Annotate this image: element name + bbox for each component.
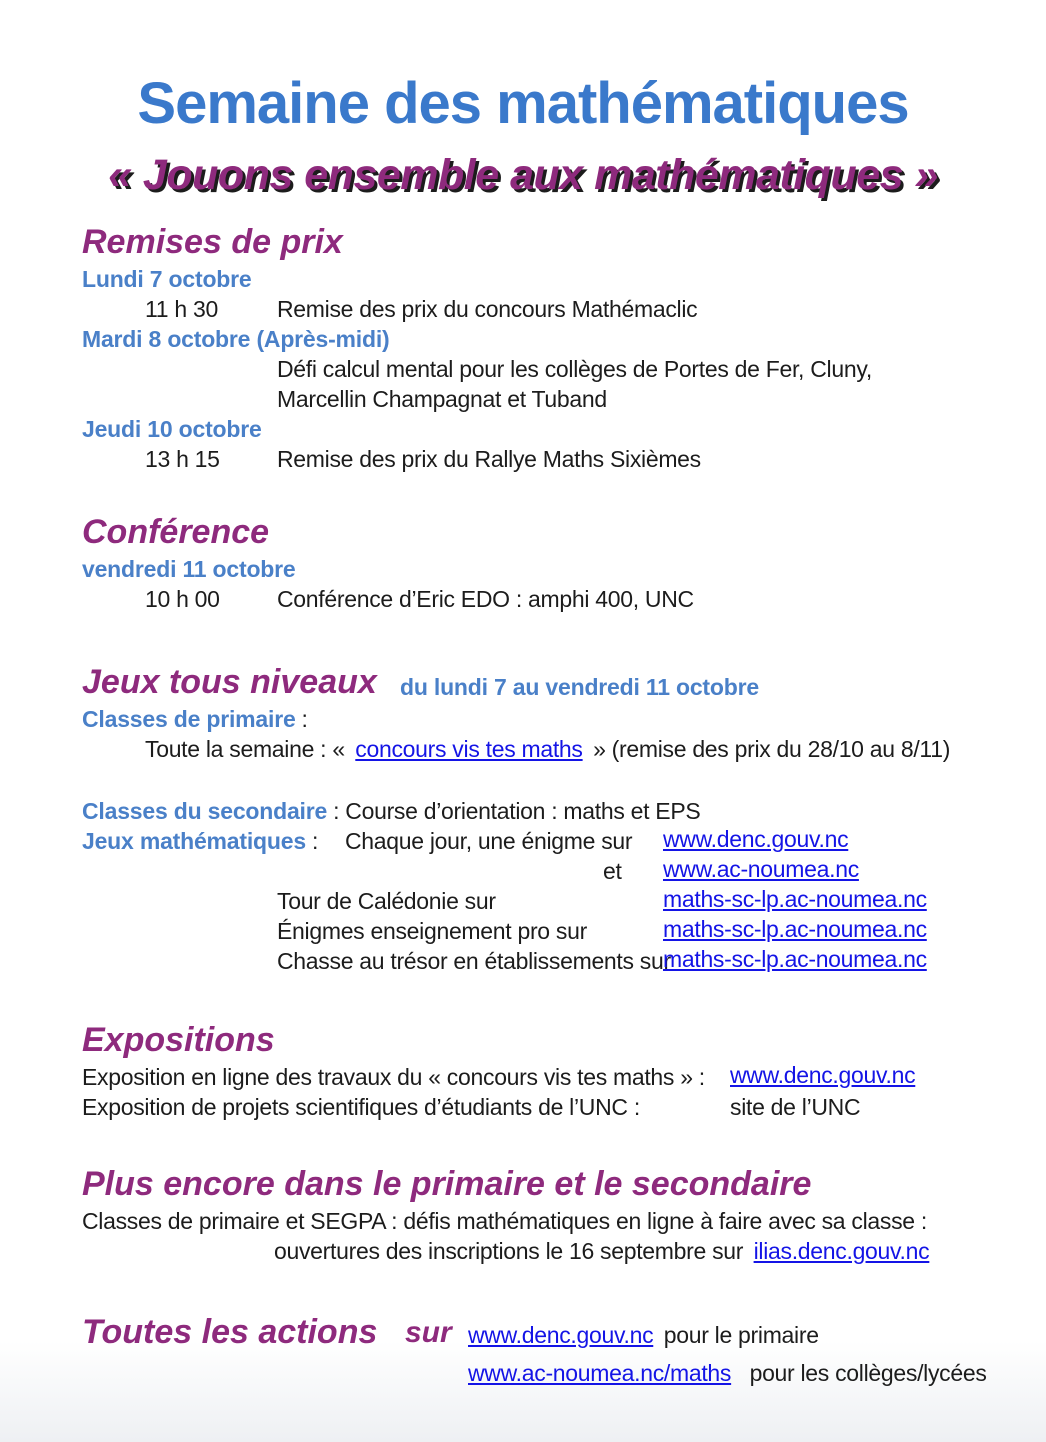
link-ac-noumea[interactable]: www.ac-noumea.nc xyxy=(663,855,859,882)
event-description: Défi calcul mental pour les collèges de Portes de Fer, Cluny, xyxy=(277,355,872,382)
primaire-detail xyxy=(145,734,950,764)
actions-primaire-text: pour le primaire xyxy=(663,1321,819,1348)
schedule-row xyxy=(82,384,986,414)
tour-text: Tour de Calédonie sur xyxy=(277,887,496,914)
expo-line2-text: Exposition de projets scientifiques d’étudiants de l’UNC : xyxy=(82,1093,640,1120)
link-ac-noumea-maths[interactable]: www.ac-noumea.nc/maths xyxy=(468,1359,732,1386)
event-time: 13 h 15 xyxy=(145,445,220,472)
tour-row xyxy=(82,886,986,916)
schedule-row xyxy=(82,584,986,614)
event-description: Remise des prix du Rallye Maths Sixièmes xyxy=(277,445,701,472)
label-jeux-mathematiques: Jeux mathématiques xyxy=(82,827,306,854)
secondaire-text: : Course d’orientation : maths et EPS xyxy=(333,797,701,824)
plus-encore-line1: Classes de primaire et SEGPA : défis mathématiques en ligne à faire avec sa classe : xyxy=(82,1207,927,1234)
event-description: Conférence d’Eric EDO : amphi 400, UNC xyxy=(277,585,694,612)
section-heading-remises: Remises de prix xyxy=(82,222,343,261)
section-heading-expositions: Expositions xyxy=(82,1020,275,1059)
enigmes-row xyxy=(82,916,986,946)
secondaire-row xyxy=(82,796,986,826)
primaire-label-row xyxy=(82,704,986,734)
jeux-math-row xyxy=(82,826,986,856)
chasse-row xyxy=(82,946,986,976)
date-jeudi-10: Jeudi 10 octobre xyxy=(82,415,262,442)
link-ilias-denc[interactable]: ilias.denc.gouv.nc xyxy=(753,1237,930,1264)
inscriptions-text: ouvertures des inscriptions le 16 septembre sur xyxy=(274,1237,744,1264)
page-subtitle: « Jouons ensemble aux mathématiques » xyxy=(108,150,938,199)
et-text: et xyxy=(603,857,622,884)
expo-row-1 xyxy=(82,1062,986,1092)
link-denc-gouv-expo[interactable]: www.denc.gouv.nc xyxy=(730,1061,916,1088)
date-lundi-7: Lundi 7 octobre xyxy=(82,265,252,292)
enigmes-text: Énigmes enseignement pro sur xyxy=(277,917,587,944)
page-title: Semaine des mathématiques xyxy=(137,71,909,136)
primaire-detail-row xyxy=(82,734,986,764)
jeux-date-range: du lundi 7 au vendredi 11 octobre xyxy=(400,673,759,700)
enigme-text: Chaque jour, une énigme sur xyxy=(345,827,633,854)
label-jeux-mathematiques-wrap xyxy=(82,826,318,856)
expo-row-2 xyxy=(82,1092,986,1122)
link-denc-gouv-actions[interactable]: www.denc.gouv.nc xyxy=(468,1321,654,1348)
section-heading-jeux: Jeux tous niveaux xyxy=(82,662,377,701)
link-maths-sc-lp-2[interactable]: maths-sc-lp.ac-noumea.nc xyxy=(663,915,927,942)
label-colon: : xyxy=(311,827,319,854)
schedule-row xyxy=(82,444,986,474)
schedule-row xyxy=(82,354,986,384)
event-time: 10 h 00 xyxy=(145,585,220,612)
toutes-actions-row-1 xyxy=(82,1310,986,1354)
event-description: Remise des prix du concours Mathémaclic xyxy=(277,295,698,322)
sur-text: sur xyxy=(405,1315,452,1349)
chasse-text: Chasse au trésor en établissements sur xyxy=(277,947,671,974)
date-mardi-8: Mardi 8 octobre (Après-midi) xyxy=(82,325,390,352)
event-time: 11 h 30 xyxy=(145,295,218,322)
flyer-header xyxy=(0,0,1046,200)
inscriptions-wrap xyxy=(274,1236,929,1266)
event-description: Marcellin Champagnat et Tuband xyxy=(277,385,607,412)
toutes-actions-row-2 xyxy=(82,1354,986,1392)
actions-secondaire-wrap xyxy=(468,1358,987,1388)
flyer-content xyxy=(0,220,1046,1392)
primaire-text-prefix: Toute la semaine : « xyxy=(145,735,345,762)
section-heading-row xyxy=(82,660,986,704)
date-vendredi-11: vendredi 11 octobre xyxy=(82,555,296,582)
expo-line2-value: site de l’UNC xyxy=(730,1093,861,1120)
schedule-row xyxy=(82,294,986,324)
expo-line1-text: Exposition en ligne des travaux du « concours vis tes maths » : xyxy=(82,1063,705,1090)
section-heading-conference: Conférence xyxy=(82,512,270,551)
link-maths-sc-lp-3[interactable]: maths-sc-lp.ac-noumea.nc xyxy=(663,945,927,972)
section-heading-toutes-actions: Toutes les actions xyxy=(82,1312,378,1351)
label-colon: : xyxy=(301,705,308,732)
primaire-text-suffix: » (remise des prix du 28/10 au 8/11) xyxy=(593,735,951,762)
link-denc-gouv[interactable]: www.denc.gouv.nc xyxy=(663,825,849,852)
label-classes-secondaire: Classes du secondaire xyxy=(82,797,328,824)
link-maths-sc-lp-1[interactable]: maths-sc-lp.ac-noumea.nc xyxy=(663,885,927,912)
label-classes-primaire: Classes de primaire xyxy=(82,705,296,732)
section-heading-plus-encore: Plus encore dans le primaire et le secondaire xyxy=(82,1164,812,1203)
link-concours-vis-tes-maths[interactable]: concours vis tes maths xyxy=(355,735,583,762)
et-row xyxy=(82,856,986,886)
actions-primaire-wrap xyxy=(468,1320,819,1350)
actions-secondaire-text: pour les collèges/lycées xyxy=(749,1359,987,1386)
plus-encore-line2 xyxy=(82,1236,986,1266)
